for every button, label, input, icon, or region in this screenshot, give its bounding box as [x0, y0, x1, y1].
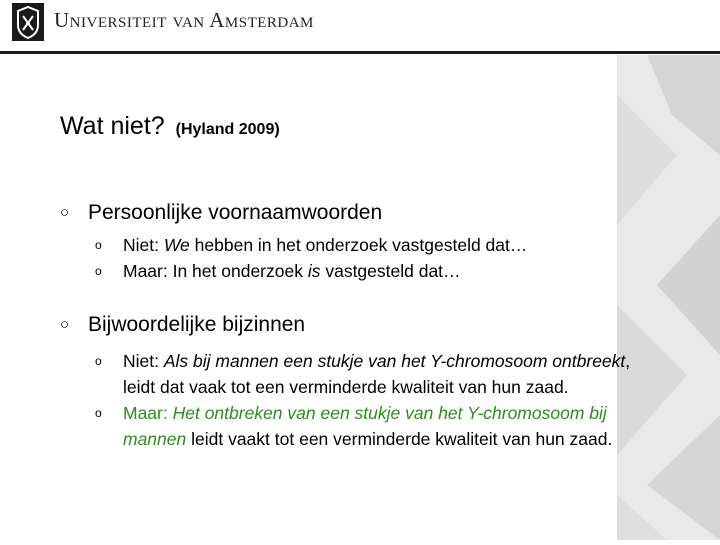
sub-prefix: Maar: In het onderzoek	[123, 261, 308, 281]
sub-italic: is	[307, 261, 321, 281]
sub-italic: Het ontbreken van een stukje van het Y-chromosoom bij mannen	[123, 403, 607, 449]
sub-bullet-niet-1	[60, 232, 658, 258]
sub-bullet-niet-2	[60, 348, 658, 400]
uva-logo-icon	[12, 3, 44, 41]
bullet-text: Persoonlijke voornaamwoorden	[88, 201, 383, 224]
sub-bullet-maar-1	[60, 258, 658, 284]
sub-rest: , leidt dat vaak tot een verminderde kwaliteit van hun zaad.	[123, 351, 631, 397]
sub-bullet-maar-2	[60, 400, 658, 452]
sub-prefix: Maar:	[123, 403, 173, 423]
title-citation: (Hyland 2009)	[175, 121, 280, 138]
bullet-personal-pronouns	[60, 198, 660, 228]
bullet-adverbial-clauses	[60, 310, 660, 340]
sub-italic: Als bij mannen een stukje van het Y-chromosoom ontbreekt	[163, 351, 626, 371]
sub-rest: vastgesteld dat…	[320, 261, 461, 281]
university-name: Universiteit van Amsterdam	[54, 8, 314, 32]
sub-italic: We	[163, 235, 190, 255]
sub-rest: hebben in het onderzoek vastgesteld dat…	[189, 235, 528, 255]
sub-rest: leidt vaakt tot een verminderde kwaliteit van hun zaad.	[186, 429, 613, 449]
ring-bullet-icon: o	[95, 406, 102, 420]
ring-bullet-icon: o	[95, 238, 102, 252]
bullet-text: Bijwoordelijke bijzinnen	[88, 313, 306, 336]
sub-prefix: Niet:	[123, 351, 164, 371]
ring-bullet-icon: o	[95, 354, 102, 368]
header-divider	[0, 51, 720, 54]
ring-bullet-icon: ○	[60, 204, 70, 221]
slide-title	[60, 112, 280, 141]
title-main: Wat niet?	[60, 112, 165, 140]
slide-content	[60, 198, 660, 452]
ring-bullet-icon: o	[95, 264, 102, 278]
ring-bullet-icon: ○	[60, 316, 70, 333]
header	[0, 0, 720, 55]
sub-prefix: Niet:	[123, 235, 164, 255]
